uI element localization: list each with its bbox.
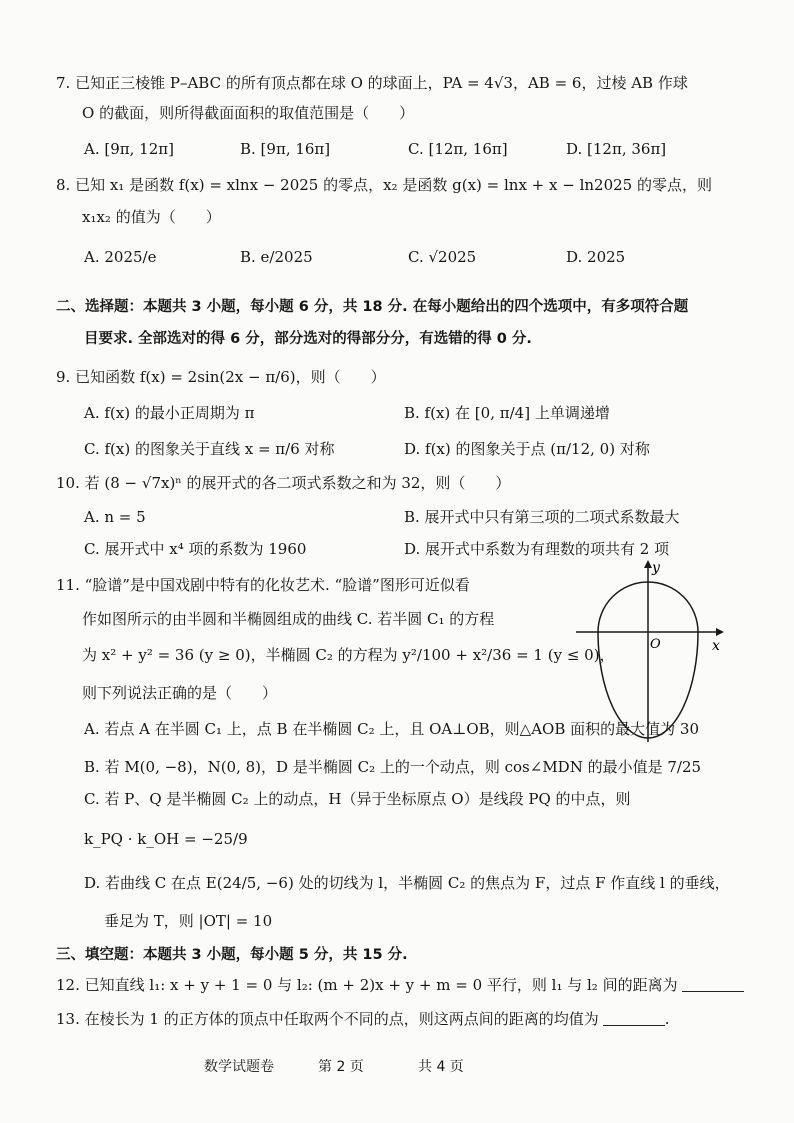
q13-stem (56, 1008, 670, 1030)
q12-stem (56, 974, 744, 996)
q7-option-c: C. [12π, 16π] (408, 140, 508, 158)
x-axis-arrow (716, 628, 724, 636)
q11-option-a: A. 若点 A 在半圆 C₁ 上，点 B 在半椭圆 C₂ 上，且 OA⊥OB，则△AOB 面积的最大值为 30 (84, 720, 699, 738)
q8-option-d: D. 2025 (566, 248, 626, 266)
q10-stem: 10. 若 (8 − √7x)ⁿ 的展开式的各二项式系数之和为 32，则（ ） (56, 474, 511, 492)
q7-stem-line1: 7. 已知正三棱锥 P–ABC 的所有顶点都在球 O 的球面上，PA = 4√3，AB = 6，过棱 AB 作球 (56, 74, 688, 92)
footer-total: 共 4 页 (418, 1059, 464, 1075)
face-curve-figure (576, 558, 726, 743)
q11-option-b: B. 若 M(0, −8)，N(0, 8)，D 是半椭圆 C₂ 上的一个动点，则 cos∠MDN 的最小值是 7/25 (84, 758, 702, 776)
x-axis-label: x (712, 638, 720, 654)
q13-end-mark: . (664, 1010, 670, 1028)
q10-option-d: D. 展开式中系数为有理数的项共有 2 项 (404, 540, 670, 558)
q11-stem-line4: 则下列说法正确的是（ ） (82, 684, 278, 702)
q13-answer-blank[interactable] (603, 1011, 665, 1026)
q7-option-d: D. [12π, 36π] (566, 140, 667, 158)
q11-stem-line3: 为 x² + y² = 36 (y ≥ 0)，半椭圆 C₂ 的方程为 y²/100 + x²/36 = 1 (y ≤ 0)， (82, 646, 615, 664)
q9-option-c: C. f(x) 的图象关于直线 x = π/6 对称 (84, 440, 335, 458)
q12-answer-blank[interactable] (682, 977, 744, 992)
q9-option-b: B. f(x) 在 [0, π/4] 上单调递增 (404, 404, 610, 422)
y-axis-label: y (652, 560, 660, 576)
q11-option-d-line1: D. 若曲线 C 在点 E(24/5, −6) 处的切线为 l，半椭圆 C₂ 的焦点为 F，过点 F 作直线 l 的垂线， (84, 874, 730, 892)
q10-option-c: C. 展开式中 x⁴ 项的系数为 1960 (84, 540, 307, 558)
section3-title: 三、填空题：本题共 3 小题，每小题 5 分，共 15 分. (56, 947, 408, 963)
q11-option-c-line1: C. 若 P、Q 是半椭圆 C₂ 上的动点，H（异于坐标原点 O）是线段 PQ 的中点，则 (84, 790, 631, 808)
origin-label: O (650, 637, 661, 652)
q7-stem-line2: O 的截面，则所得截面面积的取值范围是（ ） (82, 104, 415, 122)
q7-option-a: A. [9π, 12π] (84, 140, 174, 158)
q9-option-a: A. f(x) 的最小正周期为 π (84, 404, 255, 422)
y-axis-arrow (644, 560, 652, 568)
q8-stem-line1: 8. 已知 x₁ 是函数 f(x) = xlnx − 2025 的零点，x₂ 是函数 g(x) = lnx + x − ln2025 的零点，则 (56, 176, 712, 194)
q9-option-d: D. f(x) 的图象关于点 (π/12, 0) 对称 (404, 440, 650, 458)
q8-option-c: C. √2025 (408, 248, 477, 266)
q7-option-b: B. [9π, 16π] (240, 140, 331, 158)
q13-stem-text: 13. 在棱长为 1 的正方体的顶点中任取两个不同的点，则这两点间的距离的均值为 (56, 1010, 599, 1028)
q11-option-d-line2: 垂足为 T，则 |OT| = 10 (104, 912, 273, 930)
q12-stem-text: 12. 已知直线 l₁: x + y + 1 = 0 与 l₂: (m + 2)x + y + m = 0 平行，则 l₁ 与 l₂ 间的距离为 (56, 976, 678, 994)
section2-title-line1: 二、选择题：本题共 3 小题，每小题 6 分，共 18 分. 在每小题给出的四个选项中，有多项符合题 (56, 299, 689, 315)
q9-stem: 9. 已知函数 f(x) = 2sin(2x − π/6)，则（ ） (56, 368, 386, 386)
q11-option-c-line2: k_PQ · k_OH = −25/9 (84, 830, 248, 848)
footer-page: 第 2 页 (318, 1059, 364, 1075)
q11-stem-line2: 作如图所示的由半圆和半椭圆组成的曲线 C. 若半圆 C₁ 的方程 (82, 610, 495, 628)
q8-stem-line2: x₁x₂ 的值为（ ） (82, 208, 221, 226)
q11-stem-line1: 11. “脸谱”是中国戏剧中特有的化妆艺术. “脸谱”图形可近似看 (56, 576, 470, 594)
q10-option-b: B. 展开式中只有第三项的二项式系数最大 (404, 508, 680, 526)
q10-option-a: A. n = 5 (84, 508, 146, 526)
q8-option-b: B. e/2025 (240, 248, 313, 266)
section2-title-line2: 目要求. 全部选对的得 6 分，部分选对的得部分分，有选错的得 0 分. (84, 331, 532, 347)
footer-title: 数学试题卷 (204, 1059, 274, 1075)
q8-option-a: A. 2025/e (84, 248, 157, 266)
